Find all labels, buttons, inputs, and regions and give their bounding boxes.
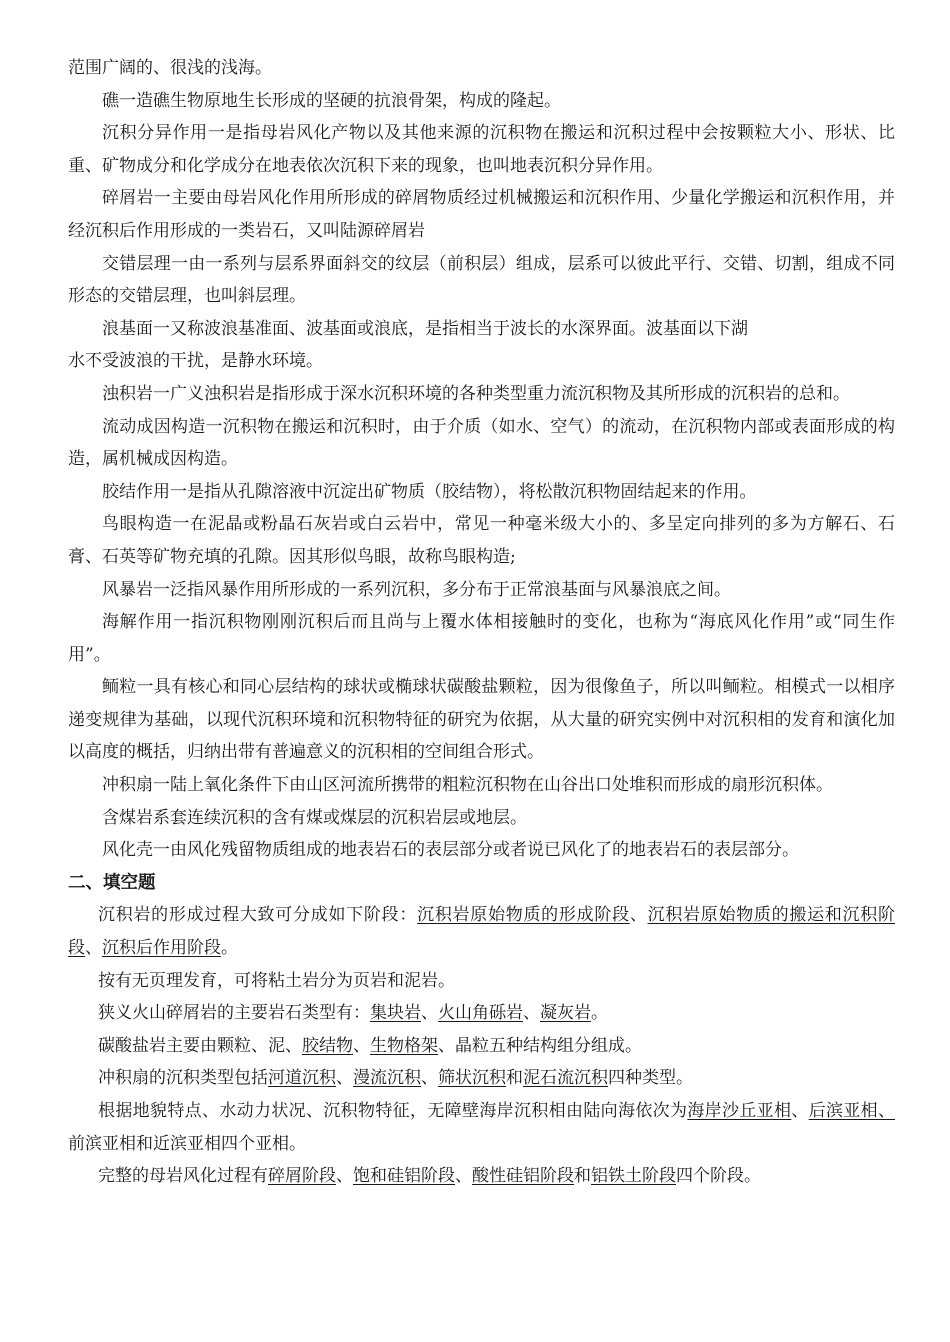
answer-text: 集块岩 [370, 1003, 421, 1024]
definition-paragraph: 胶结作用一是指从孔隙溶液中沉淀出矿物质（胶结物），将松散沉积物固结起来的作用。 [102, 481, 757, 502]
question-text: 碳酸盐岩主要由颗粒、泥、 [98, 1035, 302, 1056]
definitions-list [68, 52, 895, 867]
question-text: 前滨亚相和近滨亚相四个亚相。 [68, 1133, 306, 1154]
fill-in-blank-item [68, 1062, 895, 1095]
question-text: 完整的母岩风化过程有 [98, 1166, 268, 1187]
question-text: 、 [85, 938, 102, 959]
answer-text: 海岸沙丘亚相 [687, 1101, 792, 1121]
answer-text: 沉积后作用阶段 [102, 938, 221, 959]
question-text: 、 [523, 1003, 540, 1024]
question-text: 四种类型。 [608, 1068, 693, 1089]
question-text: 根据地貌特点、水动力状况、沉积物特征，无障壁海岸沉积相由陆向海依次为 [98, 1101, 688, 1121]
answer-text: 饱和硅铝阶段 [353, 1166, 455, 1187]
question-text: 狭义火山碎屑岩的主要岩石类型有： [98, 1003, 370, 1024]
definition-paragraph: 礁一造礁生物原地生长形成的坚硬的抗浪骨架，构成的隆起。 [102, 90, 561, 111]
question-text: 按有无页理发育，可将粘土岩分为页岩和泥岩。 [98, 970, 455, 991]
definition-paragraph-continuation: 水不受波浪的干扰，是静水环境。 [68, 351, 323, 372]
definition-paragraph: 冲积扇一陆上氧化条件下由山区河流所携带的粗粒沉积物在山谷出口处堆积而形成的扇形沉积体。 [102, 775, 833, 796]
answer-text: 碎屑阶段 [268, 1166, 336, 1187]
definition-paragraph: 风暴岩一泛指风暴作用所形成的一系列沉积，多分布于正常浪基面与风暴浪底之间。 [102, 579, 731, 600]
fill-in-blank-item [68, 899, 895, 964]
question-text: 。 [591, 1003, 608, 1024]
fill-in-blank-item [68, 965, 895, 998]
answer-text: 凝灰岩 [540, 1003, 591, 1024]
answer-text: 河道沉积 [268, 1068, 336, 1089]
question-text: 、晶粒五种结构组分组成。 [438, 1035, 642, 1056]
fill-in-blank-item [68, 1095, 895, 1160]
definition-paragraph: 范围广阔的、很浅的浅海。 [68, 58, 272, 78]
question-text: 沉积岩的形成过程大致可分成如下阶段： [98, 905, 418, 926]
definition-paragraph: 碎屑岩一主要由母岩风化作用所形成的碎屑物质经过机械搬运和沉积作用、少量化学搬运和沉积作用，并经沉积后作用形成的一类岩石，又叫陆源碎屑岩 [68, 188, 895, 241]
definition-paragraph: 流动成因构造一沉积物在搬运和沉积时，由于介质（如水、空气）的流动，在沉积物内部或表面形成的构造，属机械成因构造。 [68, 416, 895, 470]
answer-text: 酸性硅铝阶段 [472, 1166, 574, 1187]
definition-paragraph: 浊积岩一广义浊积岩是指形成于深水沉积环境的各种类型重力流沉积物及其所形成的沉积岩的总和。 [102, 383, 850, 404]
answer-text: 生物格架 [370, 1035, 438, 1056]
question-text: 、 [421, 1068, 438, 1089]
question-text: 、 [455, 1166, 472, 1187]
answer-text: 漫流沉积 [353, 1068, 421, 1089]
answer-text: 沉积岩原始物质的搬运和沉积阶段 [68, 905, 896, 959]
fill-in-blank-item [68, 1030, 895, 1063]
definition-paragraph: 鲕粒一具有核心和同心层结构的球状或椭球状碳酸盐颗粒，因为很像鱼子，所以叫鲕粒。相模式一以相序递变规律为基础，以现代沉积环境和沉积物特征的研究为依据，从大量的研究实例中对沉积相的发育和演化加以高度的概括，归纳出带有普遍意义的沉积相的空间组合形式。 [68, 677, 895, 763]
question-text: 和 [506, 1068, 523, 1089]
answer-text: 筛状沉积 [438, 1068, 506, 1089]
answer-text: 后滨亚相、 [808, 1101, 896, 1121]
question-text: 、 [791, 1101, 809, 1121]
definition-paragraph: 风化壳一由风化残留物质组成的地表岩石的表层部分或者说已风化了的地表岩石的表层部分。 [102, 840, 799, 861]
question-text: 、 [421, 1003, 438, 1024]
definition-paragraph: 交错层理一由一系列与层系界面斜交的纹层（前积层）组成，层系可以彼此平行、交错、切割，组成不同形态的交错层理，也叫斜层理。 [68, 253, 895, 307]
definition-paragraph: 含煤岩系套连续沉积的含有煤或煤层的沉积岩层或地层。 [102, 807, 527, 828]
question-text: 、 [336, 1068, 353, 1089]
definition-paragraph: 浪基面一又称波浪基准面、波基面或浪底，是指相当于波长的水深界面。波基面以下湖 [102, 318, 748, 339]
fill-in-blank-list [68, 899, 895, 1192]
fill-in-blank-item [68, 997, 895, 1030]
question-text: 冲积扇的沉积类型包括 [98, 1068, 268, 1089]
answer-text: 火山角砾岩 [438, 1003, 523, 1024]
definition-paragraph: 鸟眼构造一在泥晶或粉晶石灰岩或白云岩中，常见一种毫米级大小的、多呈定向排列的多为方解石、石膏、石英等矿物充填的孔隙。因其形似鸟眼，故称鸟眼构造; [68, 514, 895, 567]
definition-paragraph: 沉积分异作用一是指母岩风化产物以及其他来源的沉积物在搬运和沉积过程中会按颗粒大小、形状、比重、矿物成分和化学成分在地表依次沉积下来的现象，也叫地表沉积分异作用。 [68, 123, 895, 176]
answer-text: 泥石流沉积 [523, 1068, 608, 1089]
question-text: 和 [574, 1166, 591, 1187]
section-heading: 二、填空题 [68, 872, 156, 893]
question-text: 、 [336, 1166, 353, 1187]
answer-text: 铝铁土阶段 [591, 1166, 676, 1187]
question-text: 、 [629, 905, 648, 926]
question-text: 四个阶段。 [676, 1166, 761, 1187]
definition-paragraph: 海解作用一指沉积物刚刚沉积后而且尚与上覆水体相接触时的变化，也称为“海底风化作用”或“同生作用”。 [68, 612, 895, 665]
answer-text: 沉积岩原始物质的形成阶段 [417, 905, 630, 926]
answer-text: 胶结物 [302, 1035, 353, 1056]
fill-in-blank-item [68, 1160, 895, 1193]
question-text: 。 [221, 938, 238, 959]
question-text: 、 [353, 1035, 370, 1056]
